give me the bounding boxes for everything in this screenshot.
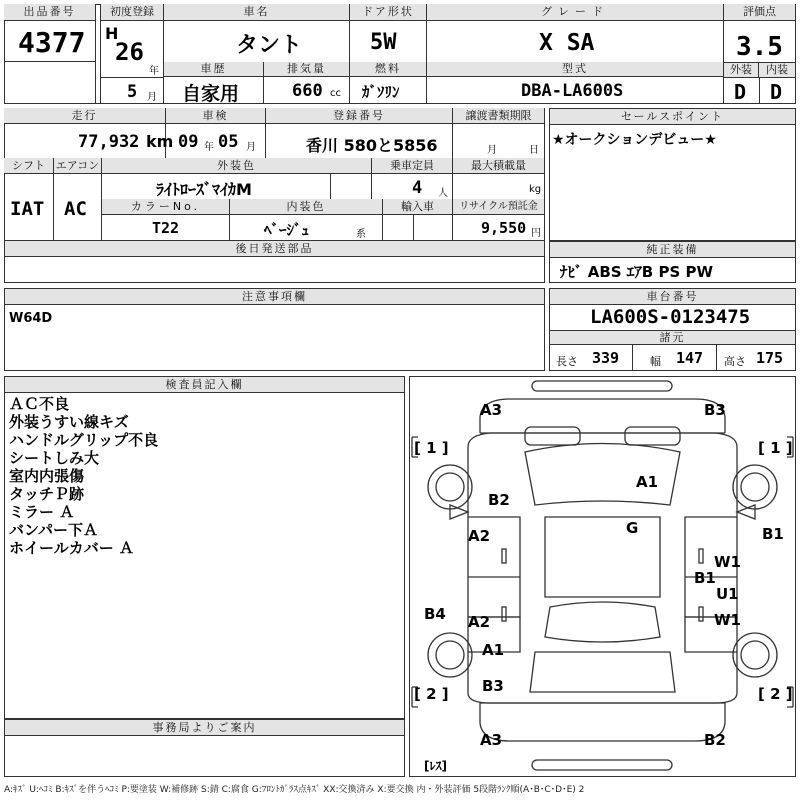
first-reg-month-unit: 月 (147, 92, 157, 103)
score-ext-label: 外装 (724, 63, 759, 78)
displacement-value: 660 (292, 81, 323, 101)
transfer-label: 譲渡書類期限 (453, 108, 544, 124)
history-value: 自家用 (182, 83, 240, 105)
ext-color-cell (102, 158, 372, 199)
aircon-cell (54, 158, 102, 240)
door-label: ドア形状 (350, 4, 426, 21)
damage-mark: B1 (694, 569, 716, 587)
car-name-cell (164, 4, 350, 62)
inspection-label: 車検 (166, 108, 265, 124)
recycle-label: リサイクル預託金 (453, 199, 544, 215)
displacement-unit: cc (330, 88, 341, 99)
transfer-cell (453, 108, 545, 158)
mileage-label: 走行 (4, 108, 165, 124)
door-value: 5W (370, 30, 397, 55)
history-cell (164, 62, 264, 104)
int-color-label: 内装色 (230, 199, 382, 215)
damage-mark: W1 (714, 611, 741, 629)
chassis-box (549, 288, 796, 371)
shift-value: IAT (10, 198, 45, 220)
caution-value: W64D (9, 311, 53, 326)
recycle-unit: 円 (531, 228, 541, 239)
import-cell (383, 199, 453, 240)
legend-text: A:ｷｽﾞ U:ﾍｺﾐ B:ｷｽﾞを伴うﾍｺﾐ P:要塗装 W:補修跡 S:錆 C:腐食 G:ﾌﾛﾝﾄｶﾞﾗｽ点ｷｽﾞ XX:交換済み X:要交換 内・外装評価 5段階ﾗﾝｸ順(A･B･C･D･E) 2 (4, 785, 585, 795)
first-reg-month: 5 (127, 82, 138, 102)
specs-width-label: 幅 (650, 355, 661, 368)
equipment-box (549, 241, 796, 283)
plate-cell (266, 108, 453, 158)
transfer-month-unit: 月 (487, 145, 497, 156)
plate-label: 登録番号 (266, 108, 452, 124)
score-value: 3.5 (736, 32, 783, 62)
shift-cell (4, 158, 54, 240)
equipment-value: ﾅﾋﾞ ABS ｴｱB PS PW (560, 263, 714, 281)
score-int-value: D (770, 80, 783, 104)
capacity-unit: 人 (438, 188, 448, 199)
specs-width: 147 (676, 349, 704, 367)
recycle-value: 9,550 (481, 219, 527, 237)
grade-cell (427, 4, 724, 62)
inspection-year: 09 (178, 132, 199, 152)
inspector-note: バンパー下Ａ (9, 521, 98, 539)
int-color-suffix: 系 (356, 229, 366, 240)
fuel-label: 燃料 (350, 62, 426, 77)
sales-point-box (549, 108, 796, 241)
max-load-label: 最大積載量 (453, 158, 544, 174)
mileage-cell (4, 108, 174, 158)
score-label: 評価点 (724, 4, 795, 21)
capacity-label: 乗車定員 (372, 158, 452, 174)
damage-mark: [ 1 ] (758, 439, 793, 457)
inspector-note: 室内内張傷 (9, 467, 85, 485)
fuel-value: ｶﾞｿﾘﾝ (362, 83, 400, 101)
aircon-value: AC (64, 198, 87, 220)
score-cell (724, 4, 796, 104)
transfer-day-unit: 日 (529, 145, 539, 156)
damage-mark: [ 2 ] (758, 685, 793, 703)
damage-mark: [ 1 ] (414, 439, 449, 457)
car-diagram (409, 376, 796, 777)
model-label: 型式 (427, 62, 723, 77)
ext-color-value: ﾗｲﾄﾛｰｽﾞﾏｲｶM (156, 180, 252, 199)
first-reg-label: 初度登録 (101, 4, 163, 21)
damage-mark: B3 (482, 677, 504, 695)
recycle-cell (453, 199, 545, 240)
damage-mark: G (626, 519, 639, 537)
damage-mark: A3 (480, 731, 503, 749)
specs-length: 339 (592, 349, 620, 367)
later-parts-label: 後日発送部品 (5, 241, 544, 257)
mileage-value: 77,932 (78, 132, 140, 152)
color-no-label: カラーNo. (102, 199, 229, 215)
aircon-label: エアコン (55, 159, 100, 172)
plate-value: 香川 580と5856 (306, 136, 438, 155)
inspector-note: シートしみ大 (9, 449, 100, 467)
inspector-note: 外装うすい線キズ (9, 413, 129, 431)
int-color-cell (230, 199, 383, 240)
grade-label: グレード (427, 4, 723, 21)
inspector-note: タッチＰ跡 (9, 485, 85, 503)
model-value: DBA-LA600S (521, 81, 624, 101)
first-reg-cell (100, 4, 164, 104)
specs-length-label: 長さ (556, 355, 578, 368)
color-no-value: T22 (152, 219, 180, 237)
inspector-note: ハンドルグリップ不良 (9, 431, 159, 449)
inspection-month-unit: 月 (246, 142, 256, 153)
damage-mark: [ﾚｽ] (424, 759, 447, 773)
int-color-value: ﾍﾞｰｼﾞｭ (264, 221, 310, 239)
damage-mark: B2 (704, 731, 726, 749)
import-label: 輸入車 (383, 199, 452, 215)
fuel-cell (350, 62, 427, 104)
lot-cell (4, 4, 96, 104)
equipment-label: 純正装備 (550, 242, 795, 258)
inspection-cell (166, 108, 266, 158)
damage-mark: W1 (714, 553, 741, 571)
damage-mark: A2 (468, 613, 491, 631)
score-int-label: 内装 (759, 63, 795, 78)
office-label: 事務局よりご案内 (5, 720, 404, 736)
score-ext-value: D (734, 80, 747, 104)
grade-value: X SA (539, 30, 595, 56)
car-name-value: タント (236, 33, 303, 58)
inspector-box (4, 376, 405, 719)
displacement-label: 排気量 (264, 62, 349, 77)
first-reg-year: 26 (115, 38, 144, 66)
chassis-label: 車台番号 (550, 289, 795, 305)
first-reg-year-unit: 年 (149, 66, 159, 77)
inspector-notes (9, 395, 158, 557)
office-box (4, 719, 405, 777)
specs-label: 諸元 (550, 331, 795, 345)
car-outline-diagram (410, 377, 795, 776)
color-no-cell (102, 199, 230, 240)
inspection-month: 05 (218, 132, 239, 152)
caution-label: 注意事項欄 (5, 289, 544, 305)
max-load-unit: kg (529, 184, 542, 195)
inspector-note: ホイールカバー Ａ (9, 539, 134, 557)
lot-label: 出品番号 (4, 4, 95, 21)
damage-mark: B3 (704, 401, 726, 419)
damage-mark: B1 (762, 525, 784, 543)
door-cell (350, 4, 427, 62)
shift-label: シフト (4, 158, 53, 174)
damage-mark: [ 2 ] (414, 685, 449, 703)
specs-height: 175 (756, 349, 784, 367)
caution-box (4, 288, 545, 371)
damage-mark: A1 (636, 473, 659, 491)
first-reg-era: H (105, 24, 119, 43)
inspector-note: ミラー Ａ (9, 503, 75, 521)
specs-height-label: 高さ (724, 355, 746, 368)
displacement-cell (264, 62, 350, 104)
max-load-cell (453, 158, 545, 199)
damage-mark: B2 (488, 491, 510, 509)
capacity-cell (372, 158, 453, 199)
lot-number: 4377 (18, 26, 86, 59)
chassis-value: LA600S-0123475 (590, 306, 751, 328)
mileage-unit: km (146, 132, 174, 151)
model-cell (427, 62, 724, 104)
sales-point-label: セールスポイント (550, 109, 795, 125)
damage-mark: A1 (482, 641, 505, 659)
damage-mark: U1 (716, 585, 739, 603)
inspector-label: 検査員記入欄 (5, 377, 404, 393)
car-name-label: 車名 (164, 4, 349, 21)
history-label: 車歴 (164, 62, 263, 77)
damage-mark: A3 (480, 401, 503, 419)
inspector-note: ＡＣ不良 (9, 395, 70, 413)
damage-mark: A2 (468, 527, 491, 545)
capacity-value: 4 (412, 178, 423, 198)
sales-point-value: ★オークションデビュー★ (552, 132, 717, 148)
ext-color-label: 外装色 (102, 158, 371, 174)
inspection-year-unit: 年 (204, 142, 214, 153)
damage-mark: B4 (424, 605, 446, 623)
